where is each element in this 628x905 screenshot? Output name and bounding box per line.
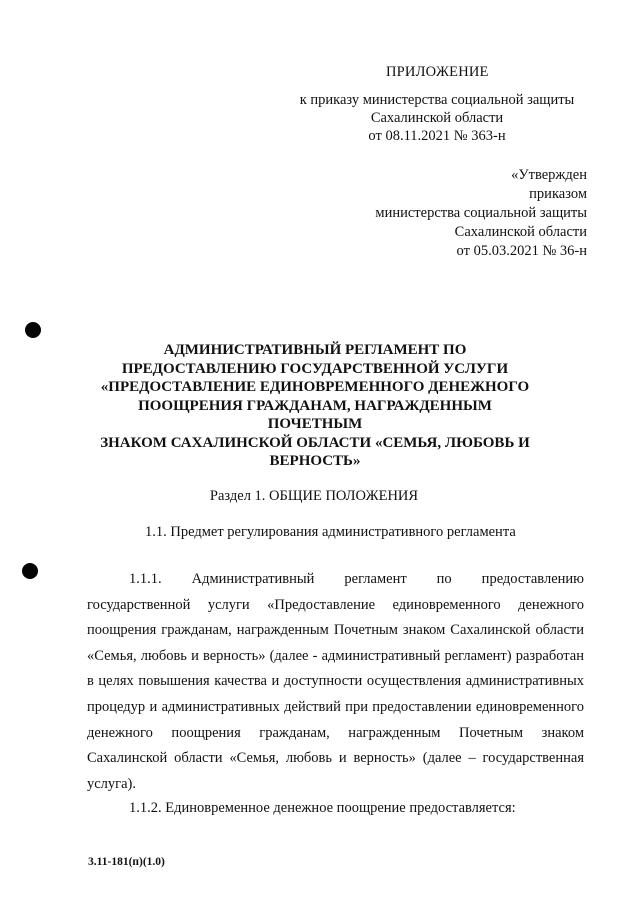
punch-hole-mark xyxy=(25,322,41,338)
order-line: к приказу министерства социальной защиты xyxy=(299,92,575,108)
approval-line: «Утвержден xyxy=(511,167,587,183)
order-reference xyxy=(292,91,582,145)
approval-block xyxy=(327,166,587,261)
title-line: ВЕРНОСТЬ» xyxy=(269,453,361,469)
document-title xyxy=(90,341,540,471)
document-code: 3.11-181(п)(1.0) xyxy=(88,856,165,868)
appendix-label: ПРИЛОЖЕНИЕ xyxy=(386,64,489,80)
approval-line: от 05.03.2021 № 36-н xyxy=(456,243,587,259)
approval-line: Сахалинской области xyxy=(454,224,587,240)
paragraph-1-1-2: 1.1.2. Единовременное денежное поощрение предоставляется: xyxy=(129,800,516,816)
order-line: Сахалинской области xyxy=(370,110,504,126)
title-line: ПООЩРЕНИЯ ГРАЖДАНАМ, НАГРАЖДЕННЫМ ПОЧЕТНЫМ xyxy=(138,397,492,432)
subsection-heading: 1.1. Предмет регулирования административного регламента xyxy=(145,524,516,540)
title-line: «ПРЕДОСТАВЛЕНИЕ ЕДИНОВРЕМЕННОГО ДЕНЕЖНОГО xyxy=(100,379,530,395)
punch-hole-mark xyxy=(22,563,38,579)
title-line: ЗНАКОМ САХАЛИНСКОЙ ОБЛАСТИ «СЕМЬЯ, ЛЮБОВЬ И xyxy=(100,434,530,451)
title-line: АДМИНИСТРАТИВНЫЙ РЕГЛАМЕНТ ПО xyxy=(163,342,467,358)
paragraph-1-1-1: 1.1.1. Административный регламент по предоставлению государственной услуги «Предоставление единовременного денежного поощрения гражданам, награжденным Почетным знаком Сахалинской области «Семья, любовь и верность» (далее - административный регламент) разработан в целях повышения качества и доступности осуществления административных процедур и административных действий при предоставлении единовременного денежного поощрения гражданам, награжденным Почетным знаком Сахалинской области «Семья, любовь и верность» (далее – государственная услуга). xyxy=(87,571,584,792)
title-line: ПРЕДОСТАВЛЕНИЮ ГОСУДАРСТВЕННОЙ УСЛУГИ xyxy=(121,360,509,377)
order-line: от 08.11.2021 № 363-н xyxy=(368,128,506,144)
section-heading: Раздел 1. ОБЩИЕ ПОЛОЖЕНИЯ xyxy=(209,488,419,504)
approval-line: министерства социальной защиты xyxy=(375,205,587,221)
approval-line: приказом xyxy=(529,186,587,202)
